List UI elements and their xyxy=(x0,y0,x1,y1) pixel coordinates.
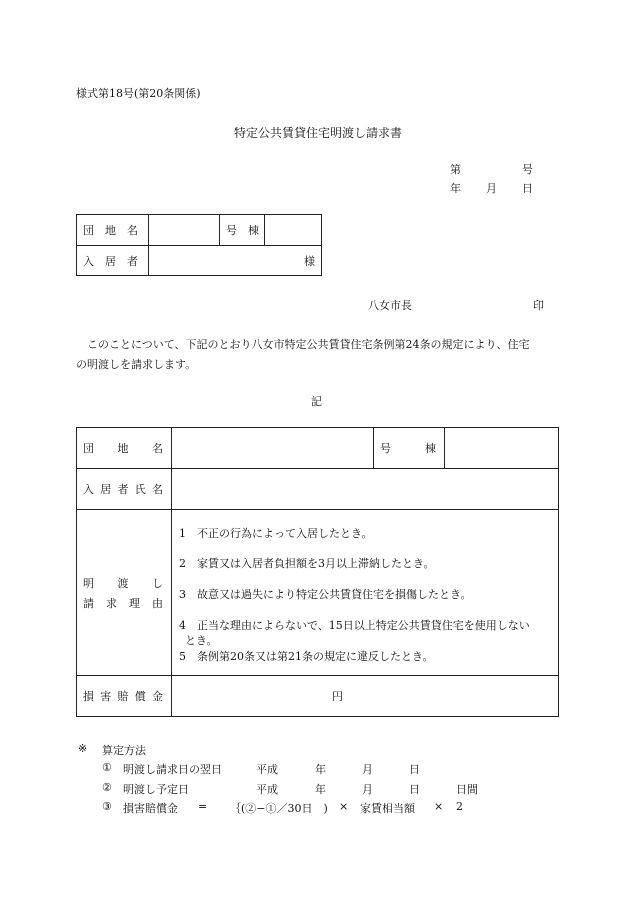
form-number: 様式第18号(第20条関係) xyxy=(76,87,201,100)
calc-row-1-day: 日 xyxy=(409,763,420,776)
issuer-name: 八女市長 xyxy=(368,299,412,312)
detail-resident-label: 入 居 者 氏 名 xyxy=(77,469,172,510)
reason-item[interactable]: 4 正当な理由によらないで、15日以上特定公共賃貸住宅を使用しない xyxy=(179,619,530,632)
ki-heading: 記 xyxy=(311,395,322,408)
reason-item-continued: とき。 xyxy=(185,634,218,647)
detail-table xyxy=(76,427,559,717)
damages-label: 損 害 賠 償 金 xyxy=(77,676,172,717)
resident-label: 入 居 者 xyxy=(77,246,149,276)
calc-row-1-num: ① xyxy=(102,761,112,774)
seal-mark: 印 xyxy=(533,299,544,312)
calc-row-2-day: 日 xyxy=(409,783,420,796)
detail-complex-label: 団 地 名 xyxy=(77,428,172,469)
calc-row-3-rent: 家賃相当額 xyxy=(360,802,415,815)
resident-cell[interactable] xyxy=(149,246,322,276)
honorific: 様 xyxy=(304,254,315,268)
calc-row-1-year: 年 xyxy=(315,763,326,776)
building-label: 号 棟 xyxy=(220,215,265,246)
date-day-label: 日 xyxy=(522,182,533,195)
yen-unit: 円 xyxy=(332,690,343,703)
calc-row-2-label: 明渡し予定日 xyxy=(123,783,189,796)
building-cell[interactable] xyxy=(265,215,322,246)
calc-row-3-factor: 2 xyxy=(456,800,463,813)
calc-row-2-era: 平成 xyxy=(256,783,278,796)
doc-number-suffix: 号 xyxy=(522,163,533,176)
calc-row-2-month: 月 xyxy=(362,783,373,796)
calc-row-3-label: 損害賠償金 xyxy=(123,802,178,815)
date-year-label: 年 xyxy=(450,182,461,195)
note-mark: ※ xyxy=(78,742,88,755)
date-month-label: 月 xyxy=(486,182,497,195)
complex-name-label: 団 地 名 xyxy=(77,215,149,246)
detail-complex-cell[interactable] xyxy=(172,428,374,469)
calc-row-3-times-2: × xyxy=(434,800,444,813)
page-title: 特定公共賃貸住宅明渡し請求書 xyxy=(234,126,403,140)
reason-item[interactable]: 1 不正の行為によって入居したとき。 xyxy=(179,527,373,540)
calc-heading: 算定方法 xyxy=(102,744,146,757)
reason-list xyxy=(172,510,559,676)
detail-building-label: 号 棟 xyxy=(374,428,445,469)
complex-name-cell[interactable] xyxy=(149,215,220,246)
calc-row-1-era: 平成 xyxy=(256,763,278,776)
calc-row-2-year: 年 xyxy=(315,783,326,796)
calc-row-2-period: 日間 xyxy=(456,783,478,796)
detail-building-cell[interactable] xyxy=(445,428,559,469)
calc-row-3-times-1: × xyxy=(339,800,349,813)
body-text-line-2: の明渡しを請求します。 xyxy=(76,358,197,371)
reason-label: 明 渡 し 請 求 理 由 xyxy=(77,510,172,676)
calc-row-3-formula: ｛(②−①／30日 ) xyxy=(230,802,328,815)
detail-resident-cell[interactable] xyxy=(172,469,559,510)
doc-number-prefix: 第 xyxy=(450,163,461,176)
damages-cell[interactable] xyxy=(172,676,559,717)
body-text-line-1: このことについて、下記のとおり八女市特定公共賃貸住宅条例第24条の規定により、住宅 xyxy=(87,338,530,351)
reason-item[interactable]: 5 条例第20条又は第21条の規定に違反したとき。 xyxy=(179,650,434,663)
calc-row-3-num: ③ xyxy=(102,800,112,813)
reason-item[interactable]: 3 故意又は過失により特定公共賃貸住宅を損傷したとき。 xyxy=(179,588,472,601)
calc-row-1-month: 月 xyxy=(362,763,373,776)
calc-row-2-num: ② xyxy=(102,781,112,794)
calc-row-1-label: 明渡し請求日の翌日 xyxy=(123,763,222,776)
calc-row-3-equals: = xyxy=(198,800,208,813)
recipient-table xyxy=(76,214,322,276)
reason-item[interactable]: 2 家賃又は入居者負担額を3月以上滞納したとき。 xyxy=(179,557,435,570)
